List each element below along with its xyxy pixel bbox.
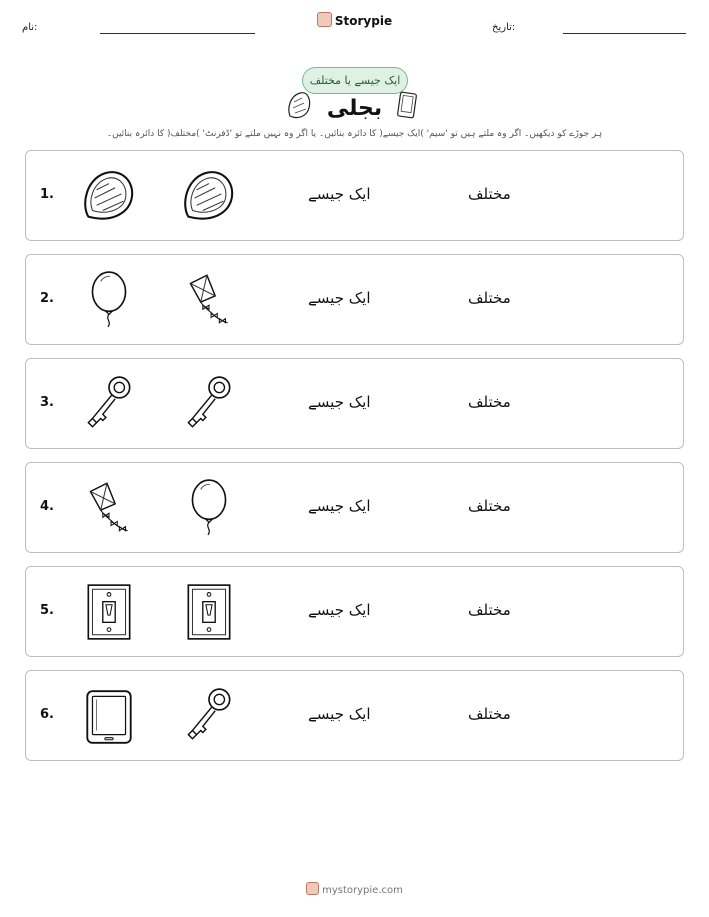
question-row bbox=[25, 566, 684, 657]
same-option[interactable]: ایک جیسے bbox=[308, 185, 371, 203]
different-option[interactable]: مختلف bbox=[468, 497, 511, 515]
same-option[interactable]: ایک جیسے bbox=[308, 289, 371, 307]
kite-icon bbox=[178, 269, 240, 331]
balloon-icon bbox=[178, 477, 240, 539]
light-switch-icon bbox=[78, 581, 140, 643]
worksheet-title: بجلی bbox=[326, 96, 383, 121]
question-row bbox=[25, 150, 684, 241]
storypie-logo-icon bbox=[306, 882, 319, 895]
rock-icon bbox=[78, 165, 140, 227]
tablet-icon bbox=[78, 685, 140, 747]
different-option[interactable]: مختلف bbox=[468, 289, 511, 307]
key-icon bbox=[178, 685, 240, 747]
question-number: 5. bbox=[40, 603, 54, 618]
question-number: 1. bbox=[40, 187, 54, 202]
name-label: نام: bbox=[22, 22, 38, 33]
different-option[interactable]: مختلف bbox=[468, 601, 511, 619]
footer-url[interactable]: mystorypie.com bbox=[322, 885, 403, 896]
same-option[interactable]: ایک جیسے bbox=[308, 601, 371, 619]
date-line[interactable] bbox=[563, 33, 686, 34]
question-number: 2. bbox=[40, 291, 54, 306]
question-row bbox=[25, 670, 684, 761]
question-number: 3. bbox=[40, 395, 54, 410]
light-switch-icon bbox=[178, 581, 240, 643]
balloon-icon bbox=[78, 269, 140, 331]
name-line[interactable] bbox=[100, 33, 255, 34]
footer bbox=[0, 882, 709, 896]
question-number: 6. bbox=[40, 707, 54, 722]
different-option[interactable]: مختلف bbox=[468, 705, 511, 723]
different-option[interactable]: مختلف bbox=[468, 393, 511, 411]
key-icon bbox=[78, 373, 140, 435]
different-option[interactable]: مختلف bbox=[468, 185, 511, 203]
topic-pill: ایک جیسے یا مختلف bbox=[302, 67, 408, 94]
same-option[interactable]: ایک جیسے bbox=[308, 497, 371, 515]
brand-logo bbox=[0, 12, 709, 28]
instructions: ہر جوڑے کو دیکھیں۔ اگر وہ ملتے ہیں تو 'سیم' )ایک جیسے( کا دائرہ بنائیں۔ یا اگر وہ نہیں ملتے تو 'ڈفرنٹ' )مختلف( کا دائرہ بنائیں۔ bbox=[106, 129, 603, 139]
question-row bbox=[25, 462, 684, 553]
rock-icon bbox=[178, 165, 240, 227]
same-option[interactable]: ایک جیسے bbox=[308, 393, 371, 411]
storypie-logo-icon bbox=[317, 12, 332, 27]
key-icon bbox=[178, 373, 240, 435]
question-row bbox=[25, 254, 684, 345]
same-option[interactable]: ایک جیسے bbox=[308, 705, 371, 723]
date-label: تاریخ: bbox=[492, 22, 516, 33]
kite-icon bbox=[78, 477, 140, 539]
question-row bbox=[25, 358, 684, 449]
brand-name: Storypie bbox=[334, 14, 393, 28]
question-number: 4. bbox=[40, 499, 54, 514]
